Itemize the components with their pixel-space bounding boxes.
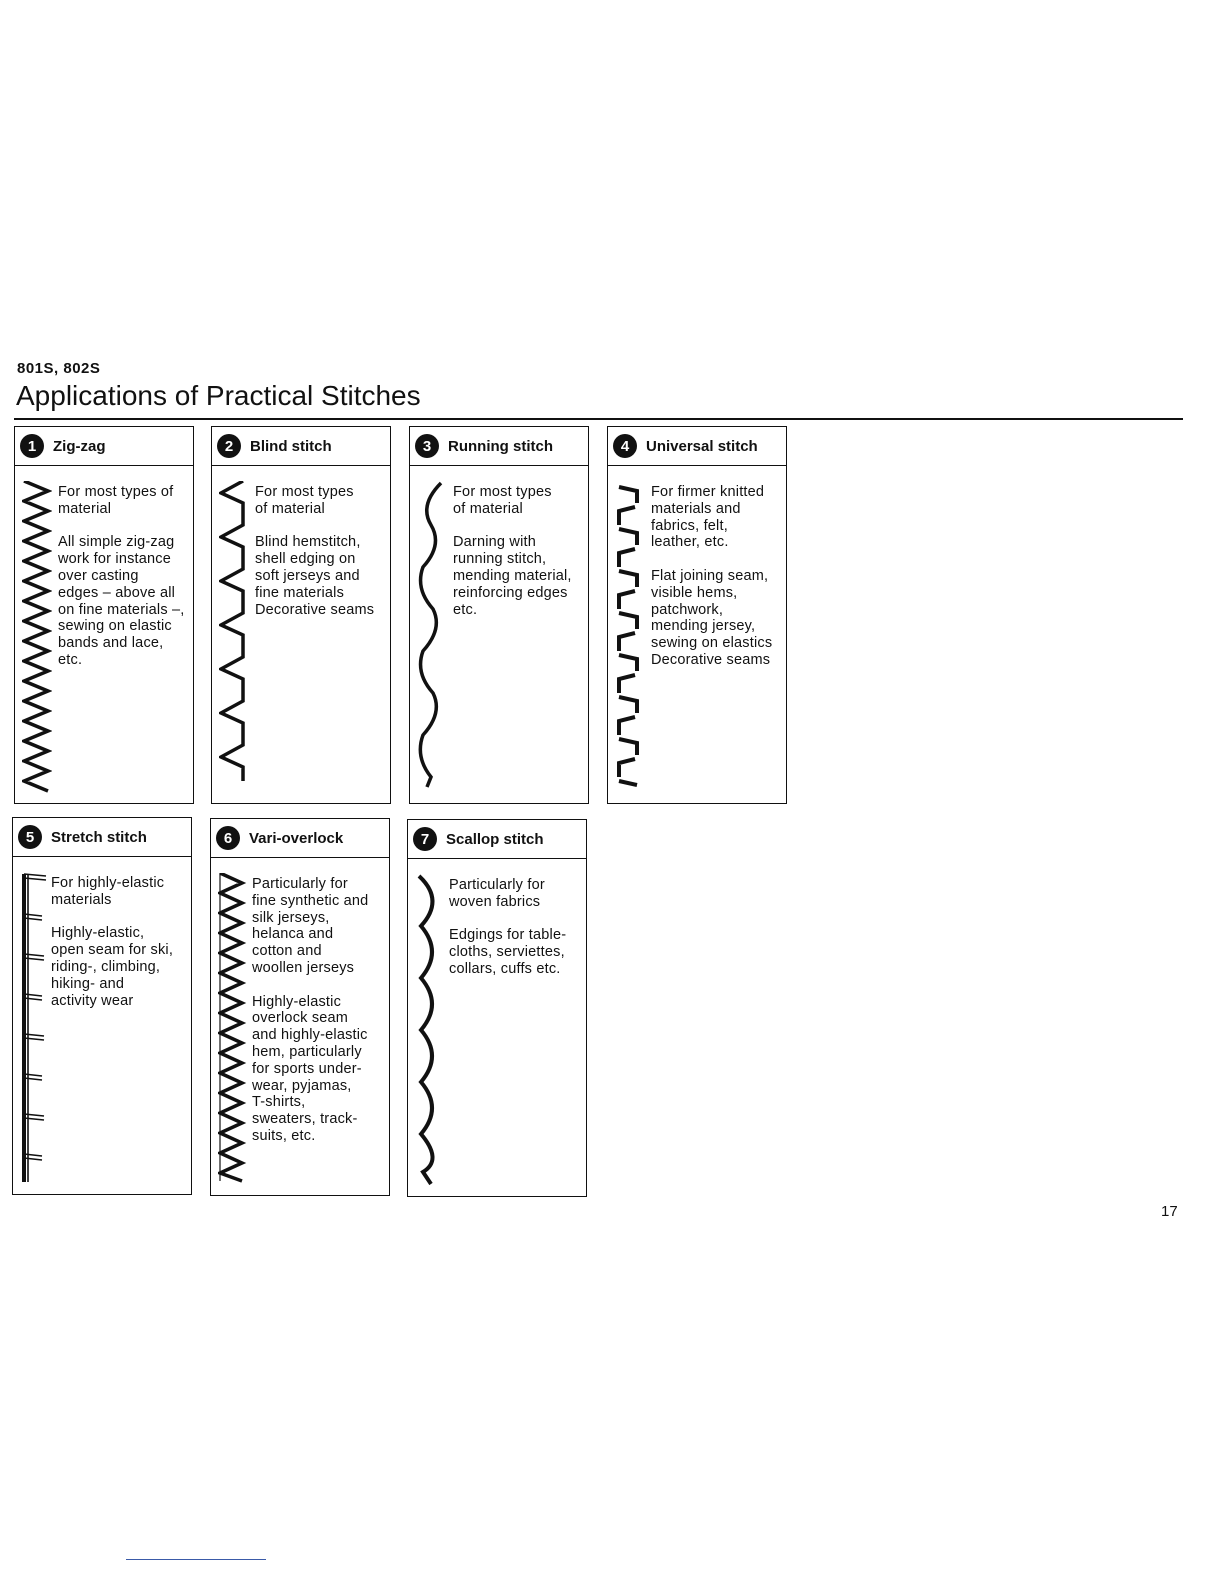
card-header [608, 427, 786, 466]
stitch-card-scallop [407, 819, 587, 1197]
model-numbers: 801S, 802S [17, 360, 101, 377]
page-number: 17 [1161, 1203, 1178, 1220]
stitch-number-badge: 3 [415, 434, 439, 458]
description-paragraph: Highly-elastic overlock seam and highly-elastic hem, particularly for sports under- wear, pyjamas, T-shirts, sweaters, track- suits, etc. [252, 993, 368, 1144]
stitch-card-stretch [12, 817, 192, 1195]
card-title: Scallop stitch [446, 830, 544, 848]
card-header [410, 427, 588, 466]
card-header [212, 427, 390, 466]
blind-stitch-icon [219, 481, 249, 793]
description-paragraph: Edgings for table- cloths, serviettes, collars, cuffs etc. [449, 927, 567, 977]
footer-rule [126, 1559, 266, 1560]
stitch-card-zigzag [14, 426, 194, 804]
description-paragraph: Flat joining seam, visible hems, patchwork, mending jersey, sewing on elastics Decorative seams [651, 567, 773, 668]
card-description [255, 484, 384, 635]
card-title: Running stitch [448, 437, 553, 455]
card-title: Vari-overlock [249, 829, 344, 847]
universal-stitch-icon [615, 481, 645, 793]
description-paragraph: For firmer knitted materials and fabrics, felt, leather, etc. [651, 484, 765, 551]
title-divider [14, 418, 1183, 420]
card-description [51, 875, 185, 1026]
card-description [58, 484, 187, 686]
page-title: Applications of Practical Stitches [16, 380, 421, 411]
card-title: Stretch stitch [51, 828, 147, 846]
stitch-number-badge: 1 [20, 434, 44, 458]
stitch-card-blind [211, 426, 391, 804]
stitch-card-running [409, 426, 589, 804]
stitch-number-badge: 6 [216, 826, 240, 850]
stitch-number-badge: 7 [413, 827, 437, 851]
card-description [252, 876, 383, 1162]
description-paragraph: For most types of material [58, 484, 174, 517]
stitch-card-universal [607, 426, 787, 804]
description-paragraph: For most types of material [255, 484, 354, 517]
description-paragraph: Darning with running stitch, mending material, reinforcing edges etc. [453, 534, 572, 618]
card-description [453, 484, 582, 635]
card-title: Blind stitch [250, 437, 332, 455]
card-title: Zig-zag [53, 437, 106, 455]
card-description [651, 484, 780, 686]
scallop-stitch-icon [415, 874, 445, 1186]
overlock-stitch-icon [218, 873, 248, 1185]
stitch-number-badge: 4 [613, 434, 637, 458]
stretch-stitch-icon [20, 872, 50, 1184]
stitch-number-badge: 2 [217, 434, 241, 458]
description-paragraph: Particularly for woven fabrics [449, 877, 545, 910]
zigzag-stitch-icon [22, 481, 52, 793]
running-stitch-icon [417, 481, 447, 793]
description-paragraph: Blind hemstitch, shell edging on soft jerseys and fine materials Decorative seams [255, 534, 375, 618]
stitch-card-overlock [210, 818, 390, 1196]
description-paragraph: Highly-elastic, open seam for ski, riding-, climbing, hiking- and activity wear [51, 925, 174, 1009]
stitch-number-badge: 5 [18, 825, 42, 849]
card-header [211, 819, 389, 858]
card-header [13, 818, 191, 857]
description-paragraph: Particularly for fine synthetic and silk jerseys, helanca and cotton and woollen jerseys [252, 876, 369, 976]
card-description [449, 877, 580, 995]
description-paragraph: All simple zig-zag work for instance over casting edges – above all on fine materials –, sewing on elastic bands and lace, etc. [58, 534, 185, 668]
card-header [408, 820, 586, 859]
card-header [15, 427, 193, 466]
description-paragraph: For highly-elastic materials [51, 875, 165, 908]
description-paragraph: For most types of material [453, 484, 552, 517]
card-title: Universal stitch [646, 437, 758, 455]
